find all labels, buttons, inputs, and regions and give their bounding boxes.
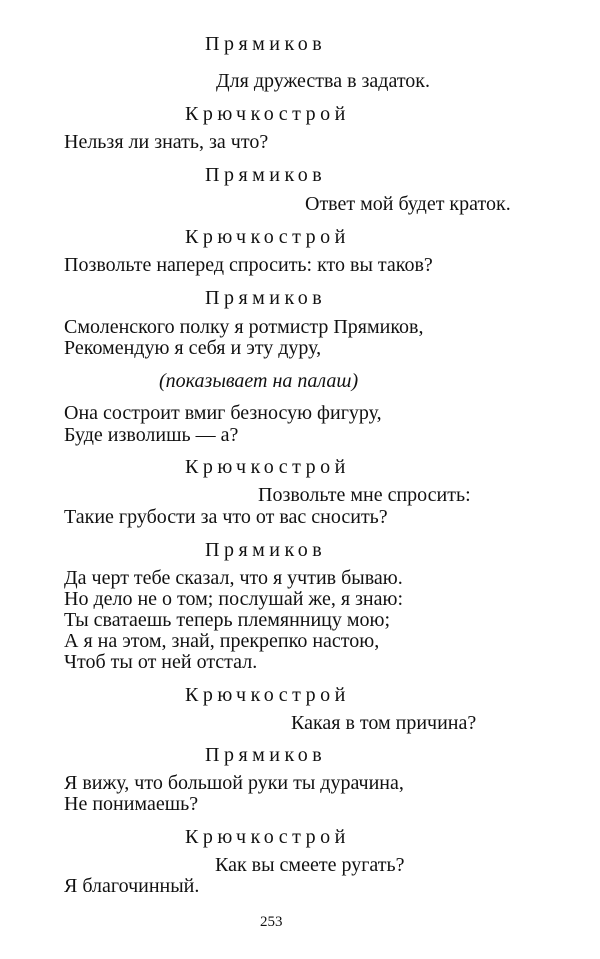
verse-line: Для дружества в задаток. [216, 70, 431, 92]
verse-line: Но дело не о том; послушай же, я знаю: [64, 588, 404, 610]
speaker-name: Прямиков [205, 287, 327, 309]
verse-line: Какая в том причина? [291, 712, 477, 734]
speaker-name: Прямиков [205, 539, 327, 561]
verse-line: Она состроит вмиг безносую фигуру, [64, 402, 382, 424]
page-number: 253 [260, 914, 283, 930]
verse-line: Я вижу, что большой руки ты дурачина, [64, 772, 404, 794]
verse-line: Ты сватаешь теперь племянницу мою; [64, 609, 391, 631]
speaker-name: Крючкострой [185, 103, 350, 125]
speaker-name: Крючкострой [185, 226, 350, 248]
verse-line: Не понимаешь? [64, 793, 199, 815]
speaker-name: Крючкострой [185, 684, 350, 706]
speaker-name: Прямиков [205, 33, 327, 55]
verse-line: Да черт тебе сказал, что я учтив бываю. [64, 567, 403, 589]
verse-line: Как вы смеете ругать? [215, 854, 405, 876]
verse-line: Такие грубости за что от вас сносить? [64, 506, 388, 528]
verse-line: Я благочинный. [64, 875, 200, 897]
verse-line: Смоленского полку я ротмистр Прямиков, [64, 316, 424, 338]
verse-line: А я на этом, знай, прекрепко настою, [64, 630, 380, 652]
verse-line: Позвольте мне спросить: [258, 484, 471, 506]
verse-line: Позвольте наперед спросить: кто вы таков? [64, 254, 433, 276]
speaker-name: Крючкострой [185, 826, 350, 848]
verse-line: Чтоб ты от ней отстал. [64, 651, 258, 673]
verse-line: Нельзя ли знать, за что? [64, 131, 269, 153]
speaker-name: Крючкострой [185, 456, 350, 478]
verse-line: Ответ мой будет краток. [305, 193, 511, 215]
verse-line: Буде изволишь — а? [64, 424, 239, 446]
stage-direction: (показывает на палаш) [159, 370, 359, 392]
speaker-name: Прямиков [205, 744, 327, 766]
verse-line: Рекомендую я себя и эту дуру, [64, 337, 322, 359]
speaker-name: Прямиков [205, 164, 327, 186]
